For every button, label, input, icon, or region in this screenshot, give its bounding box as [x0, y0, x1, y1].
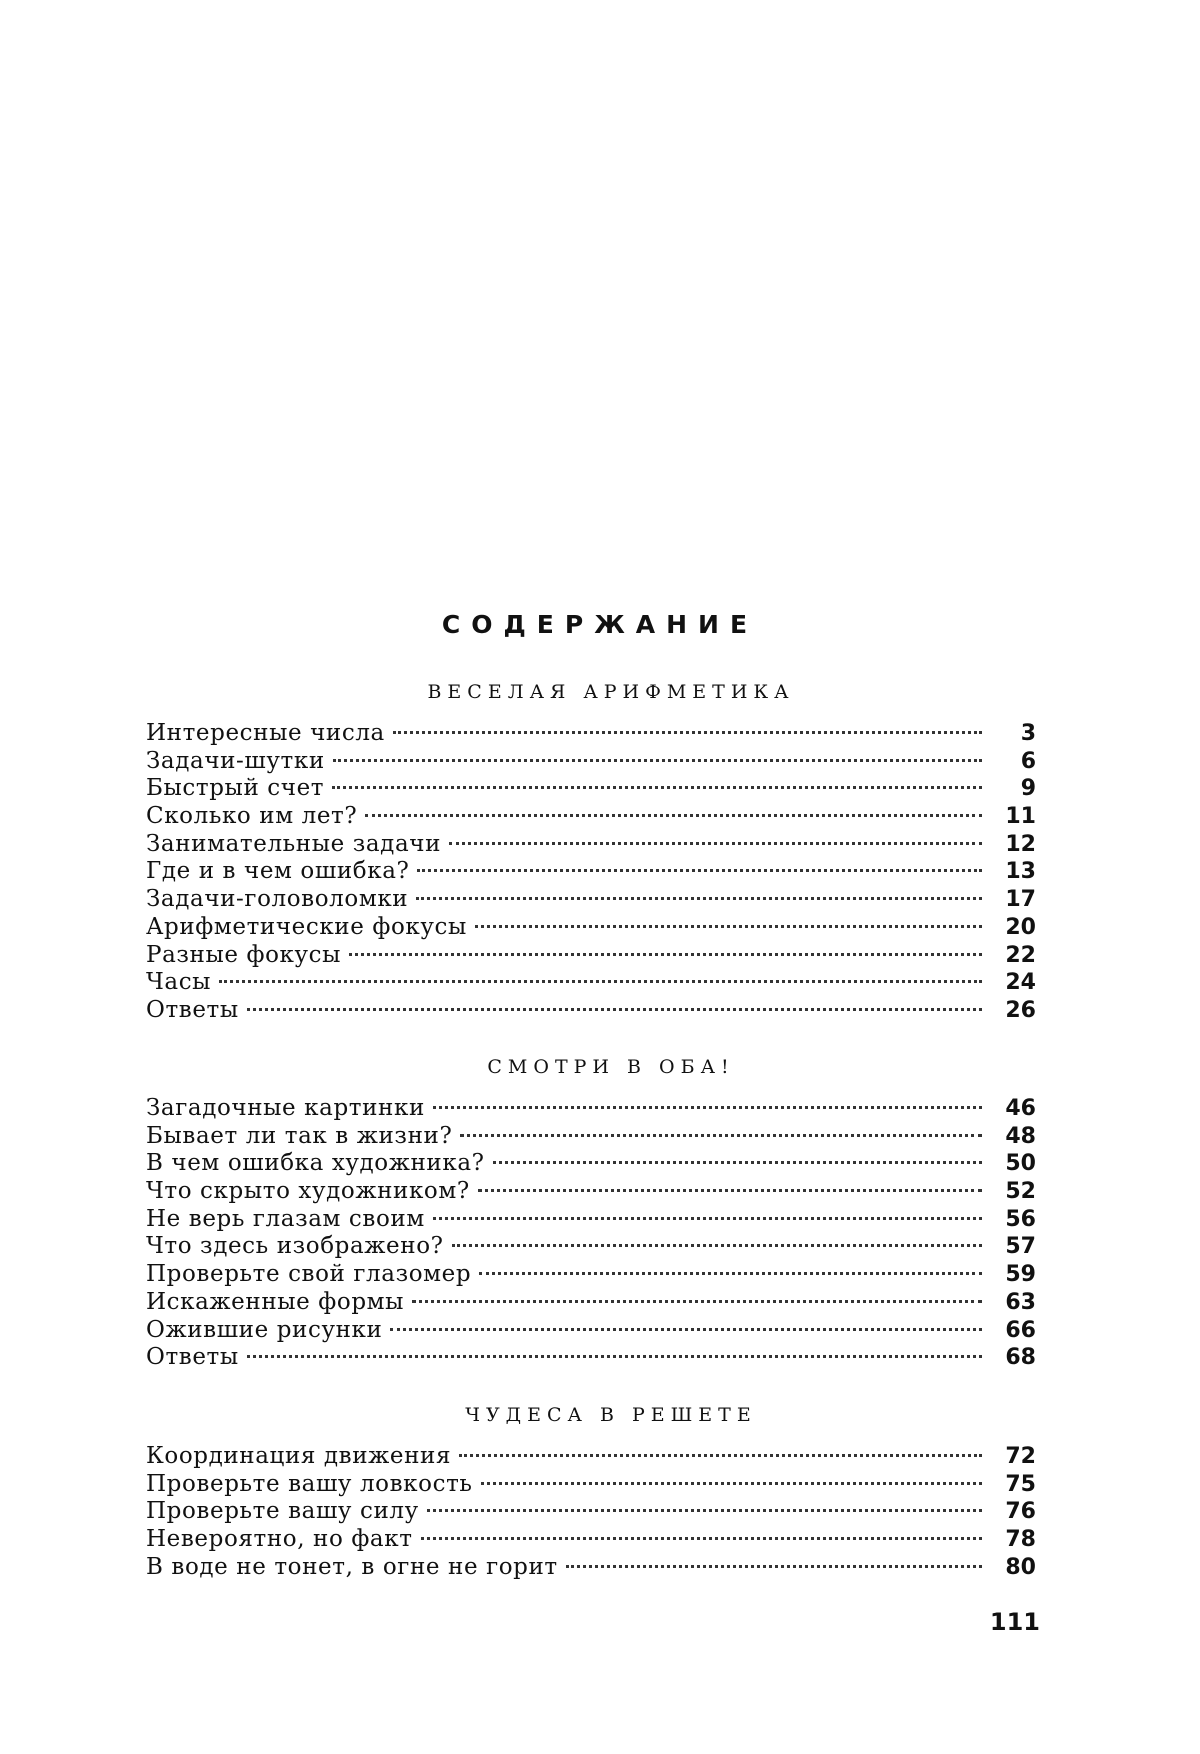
toc-entry: [146, 969, 1036, 997]
toc-entry-page: 48: [1005, 1123, 1036, 1149]
toc-entry-page: 56: [1005, 1206, 1036, 1232]
toc-entry-page: 68: [1005, 1345, 1036, 1371]
toc-entry: [146, 914, 1036, 942]
dot-leader: [421, 1537, 982, 1540]
toc-entry-page: 59: [1005, 1262, 1036, 1288]
toc-entry-title: Невероятно, но факт: [146, 1526, 413, 1553]
toc-entry: [146, 775, 1036, 803]
toc-entry-page: 12: [1005, 831, 1036, 857]
toc-entry-title: Ответы: [146, 1344, 239, 1371]
toc-entry-title: Ожившие рисунки: [146, 1316, 383, 1343]
toc-entry-page: 24: [1005, 970, 1036, 996]
toc-entry-page: 63: [1005, 1289, 1036, 1315]
toc-entry-page: 3: [1020, 721, 1036, 746]
page-title: СОДЕРЖАНИЕ: [441, 610, 759, 639]
dot-leader: [452, 1244, 982, 1247]
toc-entry-page: 72: [1005, 1444, 1036, 1469]
toc-entry-page: 20: [1005, 914, 1036, 940]
toc-entry: [146, 1150, 1036, 1178]
toc-entry-title: Координация движения: [146, 1443, 452, 1469]
toc-entry-title: Часы: [146, 969, 212, 996]
toc-entry-title: В чем ошибка художника?: [146, 1150, 485, 1177]
toc-entry-title: Не верь глазам своим: [146, 1205, 425, 1232]
dot-leader: [566, 1565, 982, 1568]
section-title: ЧУДЕСА В РЕШЕТЕ: [465, 1404, 757, 1426]
toc-entry: [146, 1526, 1036, 1554]
dot-leader: [481, 1482, 982, 1485]
toc-entry-page: 22: [1005, 942, 1036, 968]
toc-entry-title: Задачи-головоломки: [146, 886, 409, 913]
toc-entry-title: Проверьте вашу силу: [146, 1498, 419, 1525]
toc-entry-page: 75: [1005, 1471, 1036, 1497]
toc-entry: [146, 886, 1036, 914]
toc-entry: [146, 803, 1036, 831]
dot-leader: [332, 786, 982, 789]
toc-section: [146, 672, 1036, 1025]
toc-entry-page: 11: [1005, 804, 1036, 830]
dot-leader: [449, 842, 982, 845]
toc-entry-title: Проверьте вашу ловкость: [146, 1470, 473, 1497]
toc-entry: [146, 1178, 1036, 1206]
toc-entry-page: 52: [1005, 1179, 1036, 1205]
toc-entry-title: Интересные числа: [146, 720, 385, 746]
toc-entry-title: Что здесь изображено?: [146, 1233, 444, 1260]
toc-entry: [146, 1123, 1036, 1151]
toc-entry: [146, 942, 1036, 970]
section-title: ВЕСЕЛАЯ АРИФМЕТИКА: [427, 681, 795, 703]
toc-section: [146, 1395, 1036, 1581]
toc-entry-page: 66: [1005, 1317, 1036, 1343]
toc-entry-title: Искаженные формы: [146, 1288, 405, 1315]
toc-entry-title: Ответы: [146, 996, 239, 1023]
toc-entry-title: Где и в чем ошибка?: [146, 858, 410, 885]
dot-leader: [333, 759, 982, 762]
toc-entry-page: 57: [1005, 1234, 1036, 1260]
toc-entry: [146, 1095, 1036, 1123]
toc-list: [146, 720, 1036, 1025]
toc-entry-page: 13: [1005, 859, 1036, 885]
toc-list: [146, 1095, 1036, 1372]
section-title: СМОТРИ В ОБА!: [487, 1056, 735, 1078]
toc-entry-title: Задачи-шутки: [146, 747, 325, 774]
toc-section: [146, 1047, 1036, 1372]
toc-entry: [146, 858, 1036, 886]
toc-entry-page: 80: [1005, 1554, 1036, 1580]
toc-entry-page: 50: [1005, 1151, 1036, 1177]
toc-entry: [146, 1554, 1036, 1582]
toc-entry-title: В воде не тонет, в огне не горит: [146, 1553, 558, 1580]
toc-entry-title: Сколько им лет?: [146, 803, 358, 830]
toc-entry-page: 6: [1020, 748, 1036, 774]
dot-leader: [219, 980, 982, 983]
toc-entry-page: 76: [1005, 1499, 1036, 1525]
toc-entry-title: Проверьте свой глазомер: [146, 1261, 472, 1288]
dot-leader: [427, 1509, 982, 1512]
dot-leader: [416, 897, 982, 900]
toc-entry: [146, 1289, 1036, 1317]
toc-entry: [146, 1471, 1036, 1499]
dot-leader: [479, 1272, 982, 1275]
toc-entry-title: Загадочные картинки: [146, 1095, 425, 1121]
toc-entry-title: Бывает ли так в жизни?: [146, 1122, 453, 1149]
toc-entry-title: Быстрый счет: [146, 775, 325, 802]
toc-entry-page: 17: [1005, 887, 1036, 913]
dot-leader: [349, 953, 982, 956]
dot-leader: [390, 1328, 982, 1331]
toc-entry: [146, 1261, 1036, 1289]
page-number: 111: [989, 1608, 1040, 1636]
toc-entry: [146, 1233, 1036, 1261]
toc-entry-title: Что скрыто художником?: [146, 1178, 470, 1205]
dot-leader: [247, 1355, 982, 1358]
dot-leader: [433, 1106, 982, 1109]
dot-leader: [478, 1189, 982, 1192]
toc-entry-title: Арифметические фокусы: [146, 913, 467, 940]
dot-leader: [417, 869, 982, 872]
dot-leader: [493, 1161, 982, 1164]
toc-entry: [146, 720, 1036, 748]
toc-entry: [146, 997, 1036, 1025]
toc-entry: [146, 1317, 1036, 1345]
toc-entry: [146, 1443, 1036, 1471]
dot-leader: [247, 1008, 982, 1011]
dot-leader: [459, 1454, 982, 1457]
toc-entry: [146, 748, 1036, 776]
dot-leader: [460, 1134, 982, 1137]
toc-entry: [146, 1344, 1036, 1372]
toc-entry-page: 26: [1005, 997, 1036, 1023]
toc-entry-title: Занимательные задачи: [146, 830, 441, 857]
toc-entry-page: 46: [1005, 1096, 1036, 1121]
toc-list: [146, 1443, 1036, 1581]
toc-entry-page: 78: [1005, 1527, 1036, 1553]
dot-leader: [412, 1300, 982, 1303]
dot-leader: [393, 731, 982, 734]
toc-entry: [146, 1206, 1036, 1234]
toc-entry-page: 9: [1020, 776, 1036, 802]
dot-leader: [365, 814, 982, 817]
toc-entry-title: Разные фокусы: [146, 941, 342, 968]
dot-leader: [433, 1217, 982, 1220]
dot-leader: [475, 925, 982, 928]
toc-entry: [146, 831, 1036, 859]
toc-entry: [146, 1498, 1036, 1526]
